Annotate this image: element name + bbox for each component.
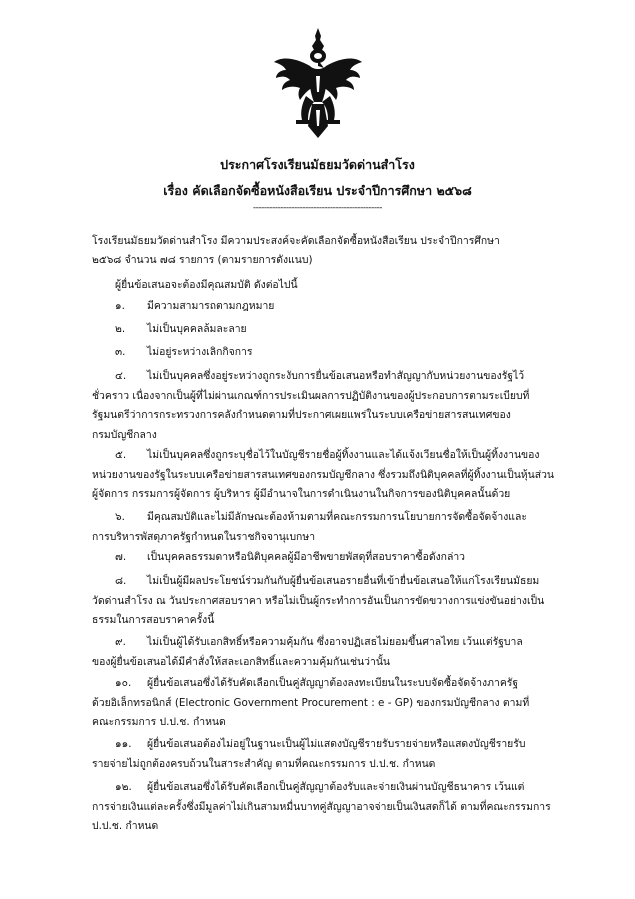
item-text-line: การบริหารพัสดุภาครัฐกำหนดในราชกิจจานุเบกษา — [92, 530, 316, 543]
item-text-line: ป.ป.ช. กำหนด — [92, 820, 159, 832]
item-text-line: หน่วยงานของรัฐในระบบเครือข่ายสารสนเทศของกรมบัญชีกลาง ซึ่งรวมถึงนิติบุคคลที่ผู้ทิ้งงานเป็นหุ้นส่วน — [92, 468, 555, 481]
item-text-line: ไม่เป็นบุคคลล้มละลาย — [147, 323, 247, 335]
item-text-line: ไม่อยู่ระหว่างเลิกกิจการ — [147, 346, 253, 358]
item-text-line: คณะกรรมการ ป.ป.ช. กำหนด — [92, 716, 226, 728]
item-number: ๓. — [115, 346, 126, 358]
item-number: ๑. — [115, 300, 125, 312]
item-text-line: ผู้ยื่นข้อเสนอซึ่งได้รับคัดเลือกเป็นคู่สัญญาต้องรับและจ่ายเงินผ่านบัญชีธนาคาร เว้นแต่ — [147, 781, 525, 793]
item-text-line: มีความสามารถตามกฎหมาย — [147, 300, 275, 312]
item-text-line: รัฐมนตรีว่าการกระทรวงการคลังกำหนดตามที่ประกาศเผยแพร่ในระบบเครือข่ายสารสนเทศของ — [92, 409, 511, 421]
intro-line-1: โรงเรียนมัธยมวัดด่านสำโรง มีความประสงค์จะคัดเลือกจัดซื้อหนังสือเรียน ประจำปีการศึกษา — [92, 235, 500, 247]
intro-line-2: ๒๕๖๘ จำนวน ๗๘ รายการ (ตามรายการดังแนบ) — [92, 254, 313, 266]
item-text-line: รายจ่ายไม่ถูกต้องครบถ้วนในสาระสำคัญ ตามที่คณะกรรมการ ป.ป.ช. กำหนด — [92, 757, 436, 770]
announcement-subject: เรื่อง คัดเลือกจัดซื้อหนังสือเรียน ประจำปีการศึกษา ๒๕๖๘ — [163, 183, 472, 198]
item-text-line: ไม่เป็นผู้มีผลประโยชน์ร่วมกันกับผู้ยื่นข้อเสนอรายอื่นที่เข้ายื่นข้อเสนอให้แก่โรงเรียนมัธยม — [147, 575, 540, 587]
item-text-line: เป็นบุคคลธรรมดาหรือนิติบุคคลผู้มีอาชีพขายพัสดุที่สอบราคาซื้อดังกล่าว — [147, 551, 465, 563]
item-text-line: ผู้จัดการ กรรมการผู้จัดการ ผู้บริหาร ผู้มีอำนาจในการดำเนินงานในกิจการของนิติบุคคลนั้นด้วย — [92, 488, 511, 500]
item-number: ๙. — [115, 636, 126, 648]
item-text-line: ไม่เป็นผู้ได้รับเอกสิทธิ์หรือความคุ้มกัน ซึ่งอาจปฏิเสธไม่ยอมขึ้นศาลไทย เว้นแต่รัฐบาล — [147, 636, 523, 648]
item-text-line: ไม่เป็นบุคคลซึ่งถูกระบุชื่อไว้ในบัญชีรายชื่อผู้ทิ้งงานและได้แจ้งเวียนชื่อให้เป็นผู้ทิ้งงานของ — [147, 449, 540, 461]
title-separator: ----------------------------------------------- — [252, 203, 383, 213]
item-number: ๖. — [115, 511, 125, 523]
item-number: ๑๑. — [115, 738, 132, 750]
item-text-line: มีคุณสมบัติและไม่มีลักษณะต้องห้ามตามที่คณะกรรมการนโยบายการจัดซื้อจัดจ้างและ — [147, 511, 527, 523]
item-number: ๕. — [115, 449, 127, 461]
item-text-line: วัดด่านสำโรง ณ วันประกาศสอบราคา หรือไม่เป็นผู้กระทำการอันเป็นการขัดขวางการแข่งขันอย่างเป็น — [92, 594, 545, 607]
item-text-line: ธรรมในการสอบราคาครั้งนี้ — [92, 614, 215, 626]
item-text-line: ด้วยอิเล็กทรอนิกส์ (Electronic Government Procurement : e - GP) ของกรมบัญชีกลาง ตามที่ — [92, 696, 530, 709]
item-text-line: ไม่เป็นบุคคลซึ่งอยู่ระหว่างถูกระงับการยื่นข้อเสนอหรือทำสัญญากับหน่วยงานของรัฐไว้ — [147, 370, 525, 382]
item-text-line: ผู้ยื่นข้อเสนอซึ่งได้รับคัดเลือกเป็นคู่สัญญาต้องลงทะเบียนในระบบจัดซื้อจัดจ้างภาครัฐ — [147, 677, 519, 689]
item-number: ๗. — [115, 551, 127, 563]
item-text-line: การจ่ายเงินแต่ละครั้งซึ่งมีมูลค่าไม่เกินสามหมื่นบาทคู่สัญญาอาจจ่ายเป็นเงินสดก็ได้ ตามที่คณะกรรมการ — [92, 800, 551, 813]
item-number: ๑๒. — [115, 781, 132, 793]
announcement-title: ประกาศโรงเรียนมัธยมวัดด่านสำโรง — [220, 157, 415, 172]
item-text-line: ของผู้ยื่นข้อเสนอได้มีคำสั่งให้สละเอกสิทธิ์และความคุ้มกันเช่นว่านั้น — [92, 655, 391, 668]
item-number: ๒. — [115, 323, 126, 335]
item-text-line: กรมบัญชีกลาง — [92, 428, 157, 441]
qualifications-heading: ผู้ยื่นข้อเสนอจะต้องมีคุณสมบัติ ดังต่อไปนี้ — [115, 279, 298, 291]
item-text-line: ชั่วคราว เนื่องจากเป็นผู้ที่ไม่ผ่านเกณฑ์การประเมินผลการปฏิบัติงานของผู้ประกอบการตามระเบียบที่ — [92, 389, 530, 402]
item-number: ๘. — [115, 575, 127, 587]
item-number: ๔. — [115, 370, 127, 382]
item-text-line: ผู้ยื่นข้อเสนอต้องไม่อยู่ในฐานะเป็นผู้ไม่แสดงบัญชีรายรับรายจ่ายหรือแสดงบัญชีรายรับ — [147, 738, 526, 750]
item-number: ๑๐. — [115, 677, 132, 689]
garuda-emblem-icon — [272, 26, 364, 141]
